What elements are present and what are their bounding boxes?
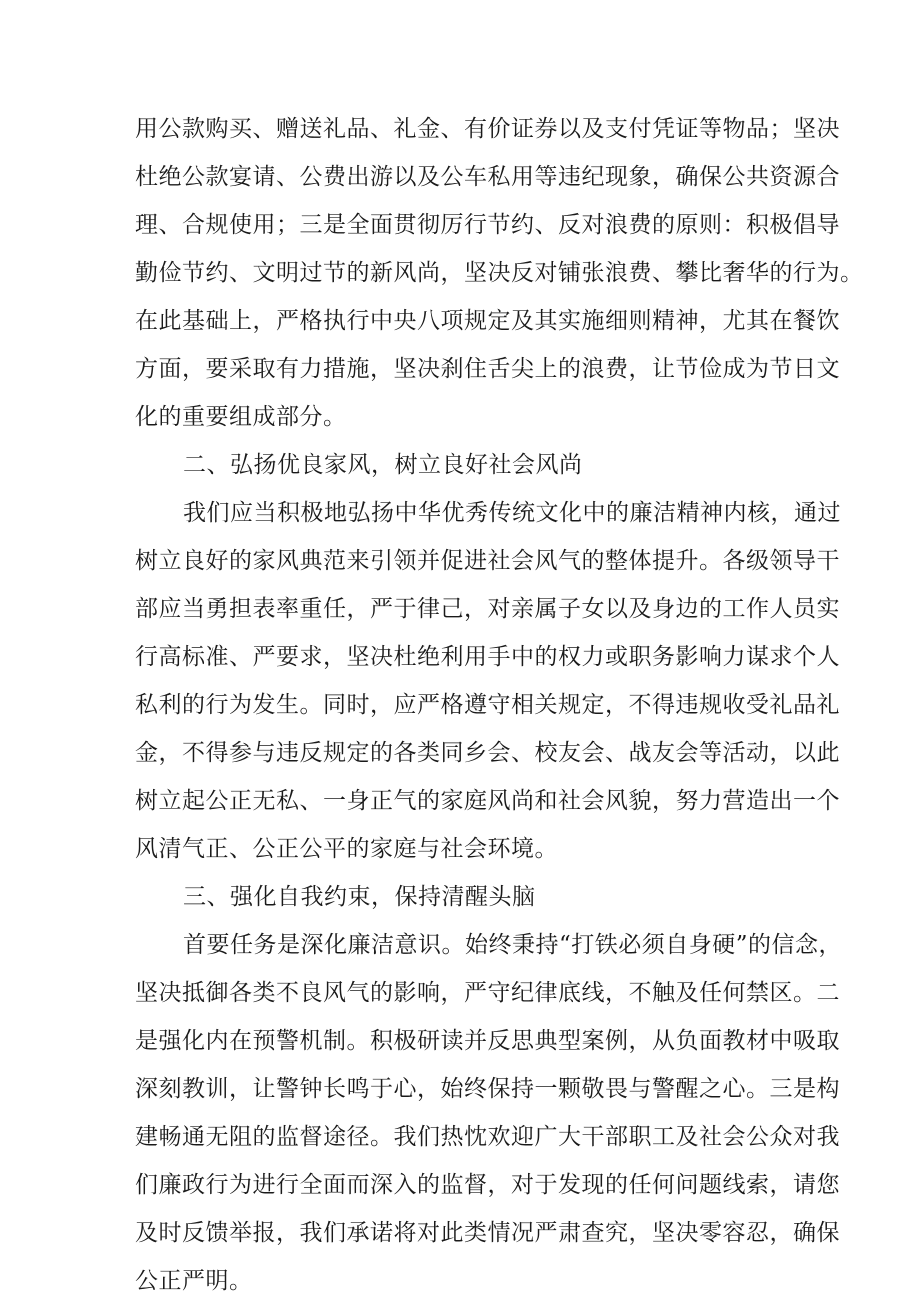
text-line: 公正严明。 [135,1268,253,1294]
text-line: 坚决抵御各类不良风气的影响，严守纪律底线，不触及任何禁区。二 [135,980,840,1006]
text-line: 在此基础上，严格执行中央八项规定及其实施细则精神，尤其在餐饮 [135,308,840,334]
text-line: 树立良好的家风典范来引领并促进社会风气的整体提升。各级领导干 [135,548,840,574]
text-line: 建畅通无阻的监督途径。我们热忱欢迎广大干部职工及社会公众对我 [135,1124,840,1150]
text-line: 用公款购买、赠送礼品、礼金、有价证券以及支付凭证等物品；坚决 [135,116,840,142]
text-line: 深刻教训，让警钟长鸣于心，始终保持一颗敬畏与警醒之心。三是构 [135,1076,840,1102]
text-line: 私利的行为发生。同时，应严格遵守相关规定，不得违规收受礼品礼 [135,692,840,718]
text-line: 们廉政行为进行全面而深入的监督，对于发现的任何问题线索，请您 [135,1172,840,1198]
text-line: 行高标准、严要求，坚决杜绝利用手中的权力或职务影响力谋求个人 [135,644,840,670]
text-line: 首要任务是深化廉洁意识。始终秉持“打铁必须自身硬”的信念， [183,932,843,958]
text-line: 理、合规使用；三是全面贯彻厉行节约、反对浪费的原则：积极倡导 [135,212,840,238]
text-line: 金，不得参与违反规定的各类同乡会、校友会、战友会等活动，以此 [135,740,840,766]
text-line: 化的重要组成部分。 [135,404,347,430]
text-line: 我们应当积极地弘扬中华优秀传统文化中的廉洁精神内核，通过 [183,500,841,526]
section-heading-3: 三、强化自我约束，保持清醒头脑 [183,884,536,910]
text-line: 方面，要采取有力措施，坚决刹住舌尖上的浪费，让节俭成为节日文 [135,356,840,382]
text-line: 勤俭节约、文明过节的新风尚，坚决反对铺张浪费、攀比奢华的行为。 [135,260,864,286]
text-line: 是强化内在预警机制。积极研读并反思典型案例，从负面教材中吸取 [135,1028,840,1054]
text-line: 风清气正、公正公平的家庭与社会环境。 [135,836,558,862]
text-line: 及时反馈举报，我们承诺将对此类情况严肃查究，坚决零容忍，确保 [135,1220,840,1246]
text-line: 杜绝公款宴请、公费出游以及公车私用等违纪现象，确保公共资源合 [135,164,840,190]
section-heading-2: 二、弘扬优良家风，树立良好社会风尚 [183,452,583,478]
text-line: 部应当勇担表率重任，严于律己，对亲属子女以及身边的工作人员实 [135,596,840,622]
text-line: 树立起公正无私、一身正气的家庭风尚和社会风貌，努力营造出一个 [135,788,840,814]
